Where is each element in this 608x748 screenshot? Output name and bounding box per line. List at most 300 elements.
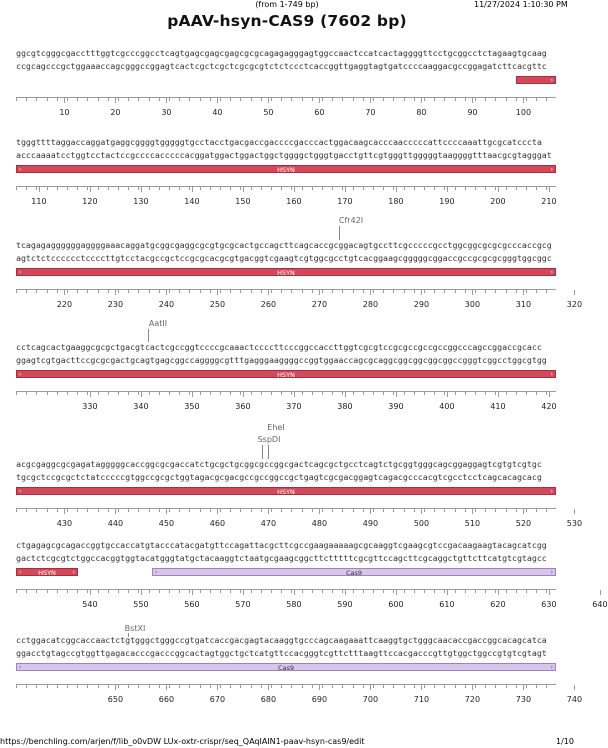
- ruler-tick: [302, 392, 303, 395]
- ruler-tick: [251, 187, 252, 190]
- ruler-tick: [16, 187, 17, 190]
- ruler-ticks: [16, 590, 556, 596]
- ruler-tick: [342, 509, 343, 512]
- ruler-number: 430: [56, 519, 73, 528]
- ruler-tick: [506, 98, 507, 101]
- ruler-tick: [128, 98, 129, 101]
- ruler-tick: [342, 187, 343, 190]
- ruler-tick: [322, 509, 323, 512]
- ruler-number: 450: [158, 519, 175, 528]
- ruler-tick: [281, 187, 282, 190]
- ruler-number: 480: [311, 519, 328, 528]
- ruler-major-tick: [166, 290, 167, 295]
- ruler-tick: [271, 590, 272, 593]
- ruler-tick: [240, 685, 241, 688]
- ruler-tick: [485, 290, 486, 293]
- ruler-tick: [516, 590, 517, 593]
- ruler-tick: [373, 392, 374, 395]
- sequence-bottom-strand[interactable]: gactctcgcgtctggccacggtggtacatgggtatgctacaaggtctaatgcgaagcggcttctttttcgcgttccagcttcgcaggctgttcttcatgtcgtagcc: [16, 553, 547, 563]
- ruler-tick: [57, 187, 58, 190]
- sequence-block-2: [0, 137, 574, 247]
- ruler-number: 300: [464, 300, 481, 309]
- ruler-tick: [149, 590, 150, 593]
- ruler-tick: [373, 685, 374, 688]
- ruler-tick: [36, 685, 37, 688]
- site-label-sspdi[interactable]: SspDI: [257, 435, 281, 444]
- ruler-tick: [159, 590, 160, 593]
- ruler-tick: [230, 290, 231, 293]
- ruler-tick: [404, 187, 405, 190]
- sequence-top-strand[interactable]: cctcagcactgaaggcgcgctgacgtcactcgccggtccccgcaaactccccttcccggccaccttggtcgcgtccgcgccgccgccggcccagccggaccgcacc: [16, 342, 542, 352]
- ruler-tick: [302, 187, 303, 190]
- ruler-tick: [424, 392, 425, 395]
- ruler-tick: [108, 590, 109, 593]
- ruler-tick: [261, 685, 262, 688]
- ruler-tick: [546, 290, 547, 293]
- ruler-number: 70: [365, 108, 376, 117]
- ruler-tick: [506, 187, 507, 190]
- ruler-tick: [546, 509, 547, 512]
- ruler-number: 40: [212, 108, 223, 117]
- ruler-tick: [210, 685, 211, 688]
- ruler-tick: [455, 590, 456, 593]
- ruler-tick: [240, 509, 241, 512]
- sequence-top-strand[interactable]: tcagagaggggggaggggaaacaggatgcggcgaggcgcgtgcgcactgccagcttcagcaccgcggacagtgccttcgcccccgcctggcggcgcgcgcccaccgcg: [16, 240, 552, 250]
- feature-label: HSYN: [277, 371, 295, 379]
- ruler-major-tick: [549, 590, 550, 595]
- ruler-tick: [200, 187, 201, 190]
- ruler-tick: [291, 590, 292, 593]
- ruler-tick: [220, 509, 221, 512]
- sequence-bottom-strand[interactable]: ggagtcgtgacttccgcgcgactgcagtgagcggccaggggcgtttgagggaaggggccggtggaaccagcgcaggcggcggcggcggccgggtcggcctggcgtgg: [16, 355, 547, 365]
- ruler-tick: [332, 685, 333, 688]
- ruler-tick: [128, 509, 129, 512]
- ruler-tick: [271, 187, 272, 190]
- ruler-tick: [302, 98, 303, 101]
- ruler-tick: [67, 590, 68, 593]
- feature-hsyn[interactable]: › HSYN ›: [16, 268, 556, 276]
- ruler-tick: [118, 590, 119, 593]
- sequence-top-strand[interactable]: ctgagagcgcagaccggtgccaccatgtacccatacgatgttccagattacgcttcgccgaagaaaaagcgcaaggtcgaagcgtccgacaagaagtacagcatcgg: [16, 540, 547, 550]
- ruler-number: 730: [515, 695, 532, 704]
- ruler-tick: [67, 685, 68, 688]
- ruler-tick: [393, 509, 394, 512]
- ruler-major-tick: [396, 590, 397, 595]
- ruler-tick: [546, 392, 547, 395]
- ruler-tick: [26, 590, 27, 593]
- ruler-tick: [16, 685, 17, 688]
- site-label-bstxi[interactable]: BstXI: [124, 624, 146, 633]
- feature-hsyn[interactable]: ›: [516, 76, 556, 84]
- ruler-tick: [342, 290, 343, 293]
- ruler-tick: [261, 590, 262, 593]
- ruler-tick: [485, 187, 486, 190]
- ruler-number: 160: [286, 197, 302, 206]
- ruler-tick: [485, 509, 486, 512]
- ruler-tick: [149, 187, 150, 190]
- feature-hsyn[interactable]: › HSYN ›: [16, 165, 556, 173]
- ruler-tick: [546, 590, 547, 593]
- ruler-number: 700: [362, 695, 379, 704]
- ruler-tick: [414, 590, 415, 593]
- ruler-tick: [516, 290, 517, 293]
- sequence-bottom-strand[interactable]: agtctctcccccctccccttgtcctacgccgctccgcgcacgcgtgacggtcgaagtcgtggcgcctgtcacggaagcgggggcggaccgccgcgcgcgggtggcggc: [16, 253, 552, 263]
- ruler-tick: [404, 590, 405, 593]
- ruler-tick: [516, 187, 517, 190]
- ruler-tick: [281, 509, 282, 512]
- ruler-number: 80: [416, 108, 427, 117]
- ruler-number: 140: [184, 197, 200, 206]
- sequence-bottom-strand[interactable]: acccaaaatcctggtcctactccgccccacccccacggatggactggactggctggggctgggtgacctgttcgtgggttgggggtaaggggtttaacgcgtagggat: [16, 150, 552, 160]
- ruler-tick: [312, 290, 313, 293]
- ruler-number: 630: [541, 600, 557, 609]
- ruler-tick: [138, 590, 139, 593]
- ruler-major-tick: [217, 290, 218, 295]
- sequence-top-strand[interactable]: acgcgaggcgcgagatagggggcaccggcgcgaccatctgcgctgcggcgccggcgactcagcgctgcctcagtctgcggtgggcagcggaggagtcgtgtcgtgc: [16, 459, 542, 469]
- ruler-tick: [67, 187, 68, 190]
- ruler-tick: [47, 187, 48, 190]
- ruler-tick: [77, 509, 78, 512]
- ruler-major-tick: [115, 685, 116, 690]
- ruler-major-tick: [166, 98, 167, 103]
- ruler-major-tick: [217, 685, 218, 690]
- ruler-tick: [312, 187, 313, 190]
- ruler-tick: [67, 98, 68, 101]
- ruler-number: 90: [467, 108, 478, 117]
- ruler-number: 190: [439, 197, 455, 206]
- ruler-tick: [200, 685, 201, 688]
- ruler-major-tick: [268, 685, 269, 690]
- ruler-tick: [128, 590, 129, 593]
- ruler-ticks: [16, 290, 556, 296]
- ruler-tick: [261, 392, 262, 395]
- ruler-number: 440: [107, 519, 124, 528]
- ruler-tick: [393, 98, 394, 101]
- ruler-tick: [373, 290, 374, 293]
- ruler-major-tick: [319, 509, 320, 514]
- ruler-major-tick: [421, 509, 422, 514]
- ruler-tick: [404, 509, 405, 512]
- ruler-tick: [210, 509, 211, 512]
- ruler-tick: [67, 509, 68, 512]
- ruler-number: 590: [337, 600, 353, 609]
- ruler-major-tick: [498, 590, 499, 595]
- ruler-number: 340: [133, 402, 149, 411]
- ruler-tick: [291, 290, 292, 293]
- sequence-bottom-strand[interactable]: ccgcagcccgctggaaaccagcgggccggagtcactcgctcgctcgcgcgtctctccctcaccggttgaggtagtgatccccaaggacgccggagatcttcacgttc: [16, 61, 547, 71]
- ruler-tick: [138, 509, 139, 512]
- ruler-tick: [240, 187, 241, 190]
- ruler-number: 510: [464, 519, 481, 528]
- ruler-tick: [98, 98, 99, 101]
- feature-label: HSYN: [38, 569, 56, 577]
- ruler-tick: [291, 187, 292, 190]
- ruler-major-tick: [523, 290, 524, 295]
- ruler-tick: [383, 187, 384, 190]
- ruler-number: 600: [388, 600, 404, 609]
- ruler-major-tick: [115, 509, 116, 514]
- ruler-tick: [128, 685, 129, 688]
- ruler-tick: [36, 590, 37, 593]
- ruler-tick: [546, 685, 547, 688]
- ruler-tick: [149, 392, 150, 395]
- ruler-tick: [536, 98, 537, 101]
- ruler-major-tick: [141, 392, 142, 397]
- ruler-tick: [47, 392, 48, 395]
- ruler-tick: [332, 187, 333, 190]
- ruler-tick: [36, 98, 37, 101]
- ruler-tick: [465, 98, 466, 101]
- ruler-tick: [281, 685, 282, 688]
- ruler-major-tick: [166, 509, 167, 514]
- ruler-number: 130: [133, 197, 149, 206]
- ruler-tick: [424, 685, 425, 688]
- ruler-tick: [526, 392, 527, 395]
- ruler-tick: [332, 590, 333, 593]
- ruler-major-tick: [523, 98, 524, 103]
- ruler-tick: [261, 509, 262, 512]
- ruler-major-tick: [472, 290, 473, 295]
- ruler-tick: [383, 685, 384, 688]
- ruler-major-tick: [141, 187, 142, 192]
- ruler-tick: [353, 98, 354, 101]
- ruler-number: 370: [286, 402, 302, 411]
- ruler-tick: [506, 590, 507, 593]
- ruler-tick: [118, 290, 119, 293]
- ruler-major-tick: [141, 590, 142, 595]
- ruler-tick: [342, 685, 343, 688]
- ruler-tick: [251, 685, 252, 688]
- ruler-tick: [363, 685, 364, 688]
- ruler-number: 460: [209, 519, 226, 528]
- ruler-tick: [77, 685, 78, 688]
- feature-hsyn[interactable]: › HSYN ›: [16, 370, 556, 378]
- ruler-major-tick: [243, 392, 244, 397]
- ruler-tick: [546, 98, 547, 101]
- ruler-tick: [342, 392, 343, 395]
- ruler-tick: [444, 392, 445, 395]
- ruler-tick: [179, 509, 180, 512]
- ruler-major-tick: [345, 187, 346, 192]
- ruler-tick: [475, 509, 476, 512]
- ruler-tick: [26, 187, 27, 190]
- ruler-number: 660: [158, 695, 175, 704]
- ruler-major-tick: [396, 187, 397, 192]
- ruler-major-tick: [294, 392, 295, 397]
- ruler-tick: [373, 509, 374, 512]
- ruler-major-tick: [90, 590, 91, 595]
- ruler-tick: [149, 509, 150, 512]
- ruler-number: 320: [566, 300, 583, 309]
- ruler-major-tick: [370, 290, 371, 295]
- ruler-tick: [220, 290, 221, 293]
- site-label-ehei[interactable]: EheI: [267, 423, 285, 432]
- ruler-tick: [455, 392, 456, 395]
- ruler-tick: [230, 509, 231, 512]
- ruler-tick: [414, 98, 415, 101]
- ruler-number: 520: [515, 519, 532, 528]
- ruler-tick: [220, 685, 221, 688]
- sequence-bottom-strand[interactable]: ggacctgtagccgtggttgagacacccgacccggcactagtggctgctcatgttccacgggtcgttctttaagttccacgacccgttgtggctggccgtgtcgtagt: [16, 648, 547, 658]
- ruler-number: 670: [209, 695, 226, 704]
- sequence-top-strand[interactable]: tgggttttaggaccaggatgaggcggggtgggggtgcctacctgacgaccgaccccgacccactggacaagcacccaacccccattccccaaattgcgcatcccta: [16, 137, 542, 147]
- ruler-number: 270: [311, 300, 328, 309]
- site-label-aatii[interactable]: AatII: [148, 319, 168, 328]
- ruler-tick: [536, 685, 537, 688]
- ruler-number: 680: [260, 695, 277, 704]
- ruler-tick: [118, 685, 119, 688]
- ruler-major-tick: [64, 509, 65, 514]
- ruler-major-tick: [396, 392, 397, 397]
- ruler-tick: [149, 685, 150, 688]
- ruler-tick: [26, 392, 27, 395]
- ruler-tick: [189, 509, 190, 512]
- ruler-tick: [281, 98, 282, 101]
- ruler-tick: [57, 290, 58, 293]
- ruler-tick: [251, 392, 252, 395]
- ruler-number: 180: [388, 197, 404, 206]
- ruler-major-tick: [192, 187, 193, 192]
- ruler-major-tick: [319, 290, 320, 295]
- ruler-number: 650: [107, 695, 124, 704]
- ruler-tick: [312, 590, 313, 593]
- ruler-tick: [383, 590, 384, 593]
- ruler-major-tick: [345, 590, 346, 595]
- ruler-tick: [251, 590, 252, 593]
- ruler-major-tick: [549, 187, 550, 192]
- ruler-tick: [465, 685, 466, 688]
- ruler-tick: [200, 392, 201, 395]
- ruler-major-tick: [192, 590, 193, 595]
- ruler-tick: [251, 290, 252, 293]
- site-marker-line: [148, 329, 149, 342]
- ruler-tick: [546, 187, 547, 190]
- ruler-tick: [169, 187, 170, 190]
- ruler-tick: [495, 509, 496, 512]
- ruler-tick: [230, 187, 231, 190]
- ruler-tick: [495, 392, 496, 395]
- ruler-number: 50: [263, 108, 274, 117]
- feature-cas9[interactable]: › Cas9 ›: [152, 568, 556, 576]
- ruler-tick: [444, 509, 445, 512]
- ruler-tick: [373, 590, 374, 593]
- feature-label: HSYN: [277, 166, 295, 174]
- ruler-tick: [138, 290, 139, 293]
- ruler-tick: [383, 509, 384, 512]
- ruler-tick: [57, 685, 58, 688]
- feature-cas9[interactable]: › Cas9 ›: [16, 663, 556, 671]
- ruler-number: 560: [184, 600, 200, 609]
- ruler-tick: [271, 685, 272, 688]
- ruler-tick: [159, 290, 160, 293]
- ruler-tick: [475, 590, 476, 593]
- ruler-major-tick: [472, 98, 473, 103]
- ruler-tick: [230, 98, 231, 101]
- ruler-number: 20: [110, 108, 121, 117]
- ruler-tick: [67, 392, 68, 395]
- ruler-tick: [393, 290, 394, 293]
- ruler-major-tick: [345, 392, 346, 397]
- ruler-tick: [108, 392, 109, 395]
- ruler-tick: [200, 98, 201, 101]
- ruler-number: 500: [413, 519, 430, 528]
- ruler-tick: [251, 98, 252, 101]
- ruler-tick: [393, 590, 394, 593]
- ruler-tick: [444, 98, 445, 101]
- ruler-tick: [230, 590, 231, 593]
- feature-hsyn[interactable]: › HSYN ›: [16, 487, 556, 495]
- ruler-number: 540: [82, 600, 98, 609]
- ruler-major-tick: [523, 509, 524, 514]
- ruler-tick: [281, 590, 282, 593]
- ruler-tick: [189, 98, 190, 101]
- ruler-tick: [57, 590, 58, 593]
- ruler-tick: [353, 392, 354, 395]
- ruler-tick: [475, 187, 476, 190]
- ruler-tick: [210, 98, 211, 101]
- ruler-tick: [159, 98, 160, 101]
- ruler-tick: [240, 392, 241, 395]
- ruler-major-tick: [243, 187, 244, 192]
- ruler-tick: [526, 509, 527, 512]
- ruler-tick: [363, 509, 364, 512]
- ruler-major-tick: [370, 509, 371, 514]
- ruler-tick: [455, 509, 456, 512]
- ruler-tick: [271, 290, 272, 293]
- feature-hsyn[interactable]: › HSYN ›: [16, 568, 78, 576]
- page-number: 1/10: [556, 737, 574, 746]
- ruler-tick: [363, 590, 364, 593]
- ruler-tick: [516, 685, 517, 688]
- ruler-tick: [230, 685, 231, 688]
- ruler-tick: [444, 290, 445, 293]
- ruler-tick: [128, 290, 129, 293]
- ruler-tick: [189, 590, 190, 593]
- ruler-tick: [373, 98, 374, 101]
- ruler-tick: [526, 290, 527, 293]
- ruler-tick: [322, 98, 323, 101]
- site-label-cfr42i[interactable]: Cfr42I: [338, 216, 364, 225]
- sequence-top-strand[interactable]: cctggacatcggcaccaactctgtgggctgggccgtgatcaccgacgagtacaaggtgcccagcaagaaattcaaggtgctgggcaacaccgaccggcacagcatca: [16, 635, 547, 645]
- ruler-tick: [271, 392, 272, 395]
- ruler-tick: [393, 392, 394, 395]
- ruler-tick: [444, 187, 445, 190]
- sequence-block-3: [0, 216, 583, 350]
- ruler-major-tick: [64, 98, 65, 103]
- ruler-tick: [475, 290, 476, 293]
- ruler-tick: [159, 187, 160, 190]
- feature-label: Cas9: [345, 569, 363, 577]
- ruler-tick: [26, 509, 27, 512]
- ruler-tick: [332, 509, 333, 512]
- ruler-tick: [516, 509, 517, 512]
- ruler-major-tick: [217, 98, 218, 103]
- ruler-tick: [47, 290, 48, 293]
- ruler-tick: [485, 392, 486, 395]
- ruler-major-tick: [166, 685, 167, 690]
- sequence-top-strand[interactable]: ggcgtcgggcgacctttggtcgcccggcctcagtgagcgagcgagcgcgcagagagggagtggccaactccatcactaggggttcctgcggcctctagaagtgcaag: [16, 48, 547, 58]
- ruler-tick: [77, 187, 78, 190]
- sequence-bottom-strand[interactable]: tgcgctccgcgctctatcccccgtggccgcgctggtagacgcgacgccgccggccgctgagtcgcgacggagtcagacgcccacgtcgcctcctcagcacagcacg: [16, 472, 542, 482]
- ruler-tick: [475, 98, 476, 101]
- ruler-tick: [36, 509, 37, 512]
- ruler-tick: [455, 685, 456, 688]
- ruler-tick: [353, 509, 354, 512]
- ruler-number: 690: [311, 695, 328, 704]
- ruler-major-tick: [574, 685, 575, 690]
- ruler-tick: [159, 509, 160, 512]
- ruler-tick: [200, 509, 201, 512]
